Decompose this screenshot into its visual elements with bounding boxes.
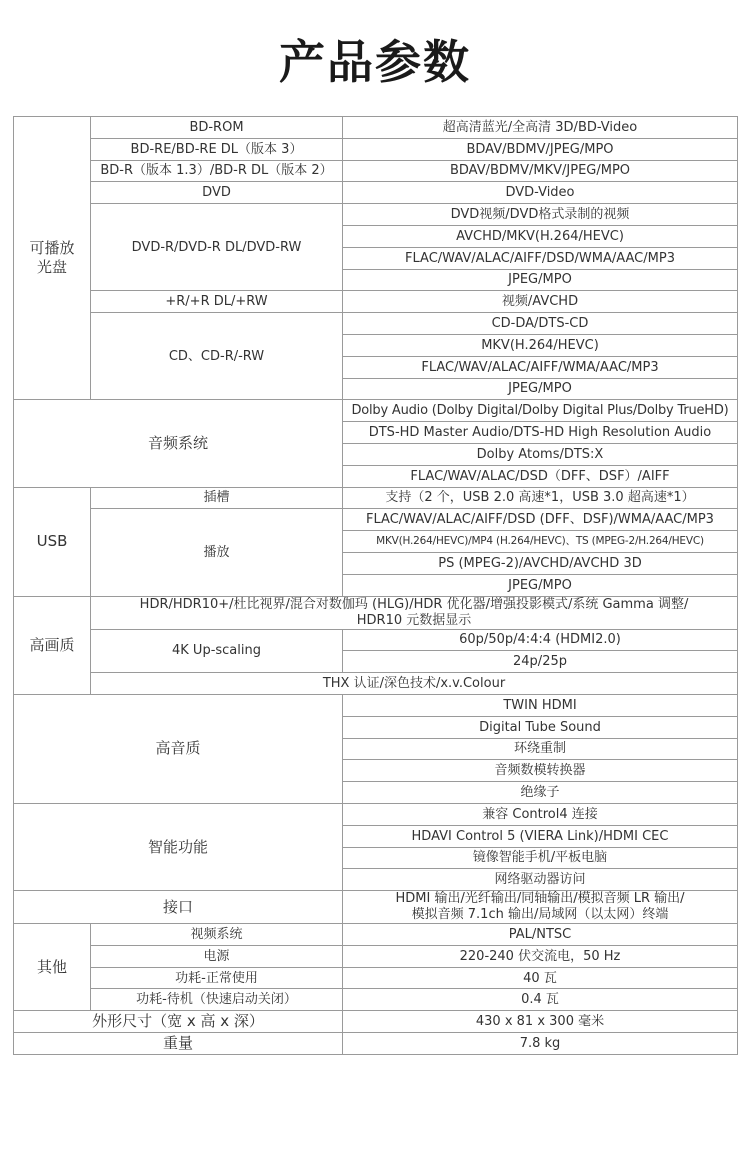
hdr-line2: HDR10 元数据显示 — [356, 612, 472, 628]
category-usb: USB — [14, 487, 91, 596]
row-value: DVD视频/DVD格式录制的视频 — [343, 204, 738, 226]
table-row — [14, 967, 738, 989]
row-label: BD-RE/BD-RE DL（版本 3） — [91, 138, 343, 160]
row-value: JPEG/MPO — [343, 574, 738, 596]
row-value: 0.4 瓦 — [343, 989, 738, 1011]
row-value: AVCHD/MKV(H.264/HEVC) — [343, 225, 738, 247]
row-label: DVD — [91, 182, 343, 204]
category-audio-system: 音频系统 — [14, 400, 343, 487]
row-label: 播放 — [91, 509, 343, 596]
category-picture-quality: 高画质 — [14, 596, 91, 694]
category-smart-functions: 智能功能 — [14, 803, 343, 890]
row-label: 功耗-正常使用 — [91, 967, 343, 989]
category-label-line1: 可播放 — [29, 239, 75, 258]
row-value: JPEG/MPO — [343, 378, 738, 400]
row-value: CD-DA/DTS-CD — [343, 313, 738, 335]
row-value: MKV(H.264/HEVC)/MP4 (H.264/HEVC)、TS (MPEG-2/H.264/HEVC) — [343, 531, 738, 553]
interface-line2: 模拟音频 7.1ch 输出/局域网（以太网）终端 — [411, 907, 669, 923]
row-value: FLAC/WAV/ALAC/AIFF/DSD (DFF、DSF)/WMA/AAC/MP3 — [343, 509, 738, 531]
category-sound-quality: 高音质 — [14, 694, 343, 803]
row-value: DTS-HD Master Audio/DTS-HD High Resolution Audio — [343, 422, 738, 444]
row-value: FLAC/WAV/ALAC/DSD（DFF、DSF）/AIFF — [343, 465, 738, 487]
table-row — [14, 924, 738, 946]
row-value: BDAV/BDMV/JPEG/MPO — [343, 138, 738, 160]
table-row — [14, 1033, 738, 1055]
row-value: HDAVI Control 5 (VIERA Link)/HDMI CEC — [343, 825, 738, 847]
row-value: Dolby Atoms/DTS:X — [343, 443, 738, 465]
row-value: 视频/AVCHD — [343, 291, 738, 313]
row-label: 4K Up-scaling — [91, 629, 343, 673]
table-row — [14, 313, 738, 335]
dimensions-value: 430 x 81 x 300 毫米 — [343, 1011, 738, 1033]
row-label: BD-R（版本 1.3）/BD-R DL（版本 2） — [91, 160, 343, 182]
table-row — [14, 891, 738, 924]
hdr-features — [91, 596, 738, 629]
table-row — [14, 182, 738, 204]
interface-line1: HDMI 输出/光纤输出/同轴输出/模拟音频 LR 输出/ — [395, 891, 685, 907]
row-value: 环绕重制 — [343, 738, 738, 760]
row-label: CD、CD-R/-RW — [91, 313, 343, 400]
row-value: 音频数模转换器 — [343, 760, 738, 782]
row-value: BDAV/BDMV/MKV/JPEG/MPO — [343, 160, 738, 182]
row-value: Dolby Audio (Dolby Digital/Dolby Digital Plus/Dolby TrueHD) — [343, 400, 738, 422]
row-value: 绝缘子 — [343, 782, 738, 804]
row-value: 220-240 伏交流电，50 Hz — [343, 945, 738, 967]
table-row — [14, 487, 738, 509]
row-label: 插槽 — [91, 487, 343, 509]
table-row — [14, 160, 738, 182]
dimensions-label: 外形尺寸（宽 x 高 x 深） — [14, 1011, 343, 1033]
row-label: BD-ROM — [91, 117, 343, 139]
row-value: 网络驱动器访问 — [343, 869, 738, 891]
weight-value: 7.8 kg — [343, 1033, 738, 1055]
spec-table — [13, 116, 738, 1055]
table-row — [14, 1011, 738, 1033]
table-row — [14, 291, 738, 313]
table-row — [14, 803, 738, 825]
table-row — [14, 673, 738, 695]
row-value: PS (MPEG-2)/AVCHD/AVCHD 3D — [343, 552, 738, 574]
table-row — [14, 400, 738, 422]
row-value: 超高清蓝光/全高清 3D/BD-Video — [343, 117, 738, 139]
category-interface: 接口 — [14, 891, 343, 924]
row-value: 60p/50p/4:4:4 (HDMI2.0) — [343, 629, 738, 651]
category-label-line2: 光盘 — [36, 258, 67, 277]
table-row — [14, 509, 738, 531]
row-value: PAL/NTSC — [343, 924, 738, 946]
row-value: TWIN HDMI — [343, 694, 738, 716]
row-value: 兼容 Control4 连接 — [343, 803, 738, 825]
row-value: FLAC/WAV/ALAC/AIFF/DSD/WMA/AAC/MP3 — [343, 247, 738, 269]
table-row — [14, 117, 738, 139]
row-label: 功耗-待机（快速启动关闭） — [91, 989, 343, 1011]
row-value: FLAC/WAV/ALAC/AIFF/WMA/AAC/MP3 — [343, 356, 738, 378]
row-value: 镜像智能手机/平板电脑 — [343, 847, 738, 869]
row-value: THX 认证/深色技术/x.v.Colour — [91, 673, 738, 695]
row-value: DVD-Video — [343, 182, 738, 204]
table-row — [14, 989, 738, 1011]
weight-label: 重量 — [14, 1033, 343, 1055]
table-row — [14, 629, 738, 651]
table-row — [14, 596, 738, 629]
table-row — [14, 694, 738, 716]
row-label: 视频系统 — [91, 924, 343, 946]
row-label: DVD-R/DVD-R DL/DVD-RW — [91, 204, 343, 291]
category-other: 其他 — [14, 924, 91, 1011]
row-value: 40 瓦 — [343, 967, 738, 989]
row-value: 24p/25p — [343, 651, 738, 673]
table-row — [14, 945, 738, 967]
row-value: Digital Tube Sound — [343, 716, 738, 738]
row-value: MKV(H.264/HEVC) — [343, 334, 738, 356]
row-label: +R/+R DL/+RW — [91, 291, 343, 313]
row-value: JPEG/MPO — [343, 269, 738, 291]
category-playable-discs — [14, 117, 91, 400]
table-row — [14, 204, 738, 226]
table-row — [14, 138, 738, 160]
page-title: 产品参数 — [279, 35, 471, 89]
interface-values — [343, 891, 738, 924]
hdr-line1: HDR/HDR10+/杜比视界/混合对数伽玛 (HLG)/HDR 优化器/增强投影模式/系统 Gamma 调整/ — [139, 596, 689, 612]
row-value: 支持（2 个，USB 2.0 高速*1，USB 3.0 超高速*1） — [343, 487, 738, 509]
row-label: 电源 — [91, 945, 343, 967]
